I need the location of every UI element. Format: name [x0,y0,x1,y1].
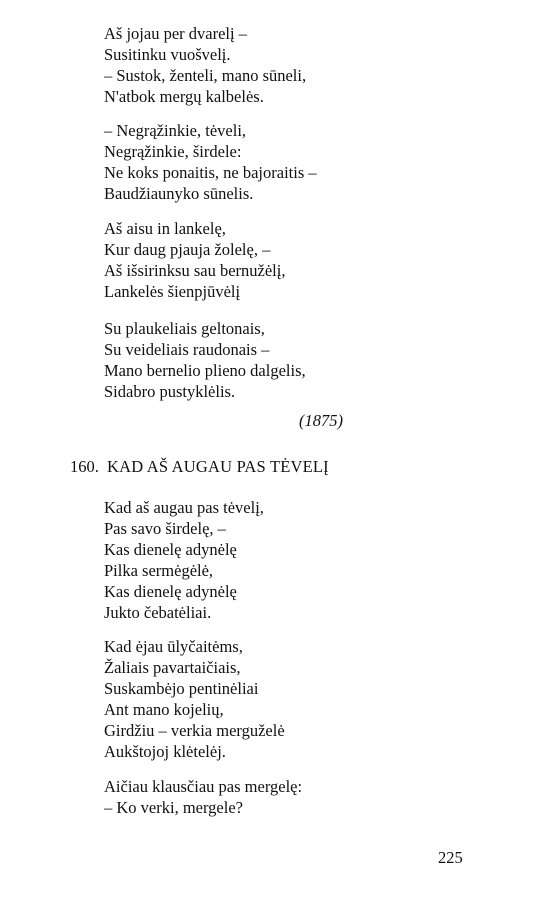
poem2-stanza-1 [104,497,264,623]
verse-line: Žaliais pavartaičiais, [104,658,241,677]
verse-line: Suskambėjo pentinėliai [104,679,259,698]
verse-line: Kad ėjau ūlyčaitėms, [104,637,243,656]
verse-line: Sidabro pustyklėlis. [104,382,236,401]
verse-line: Baudžiaunyko sūnelis. [104,184,254,203]
poem-number: 160. [70,457,99,476]
verse-line: Jukto čebatėliai. [104,603,212,622]
verse-line: Pilka sermėgėlė, [104,561,214,580]
verse-line: Kas dienelę adynėlę [104,540,237,559]
verse-line: Mano bernelio plieno dalgelis, [104,361,306,380]
verse-line: Susitinku vuošvelį. [104,45,231,64]
verse-line: – Ko verki, mergele? [104,798,243,817]
page-number: 225 [438,848,463,867]
verse-line: Aš jojau per dvarelį – [104,24,247,43]
verse-line: Negrąžinkie, širdele: [104,142,242,161]
verse-line: N'atbok mergų kalbelės. [104,87,264,106]
poem1-stanza-2 [104,120,317,204]
verse-line: Lankelės šienpjūvėlį [104,282,241,301]
verse-line: Ant mano kojelių, [104,700,224,719]
verse-line: Aičiau klausčiau pas mergelę: [104,777,303,796]
verse-line: Aš išsirinksu sau bernužėlį, [104,261,286,280]
poem1-stanza-3 [104,218,285,302]
poem1-stanza-4 [104,318,306,402]
poem-heading [70,456,329,477]
poem-date: (1875) [299,411,343,430]
verse-line: – Sustok, ženteli, mano sūneli, [104,66,307,85]
poem2-stanza-3 [104,776,302,818]
verse-line: Kas dienelę adynėlę [104,582,237,601]
verse-line: Su veideliais raudonais – [104,340,270,359]
verse-line: – Negrąžinkie, tėveli, [104,121,247,140]
verse-line: Girdžiu – verkia merguželė [104,721,285,740]
verse-line: Pas savo širdelę, – [104,519,226,538]
poem-title: KAD AŠ AUGAU PAS TĖVELĮ [107,457,329,476]
poem1-stanza-1 [104,23,306,107]
verse-line: Aš aisu in lankelę, [104,219,226,238]
verse-line: Ne koks ponaitis, ne bajoraitis – [104,163,317,182]
poem2-stanza-2 [104,636,285,762]
verse-line: Aukštojoj klėtelėj. [104,742,226,761]
verse-line: Kad aš augau pas tėvelį, [104,498,264,517]
verse-line: Su plaukeliais geltonais, [104,319,265,338]
verse-line: Kur daug pjauja žolelę, – [104,240,271,259]
